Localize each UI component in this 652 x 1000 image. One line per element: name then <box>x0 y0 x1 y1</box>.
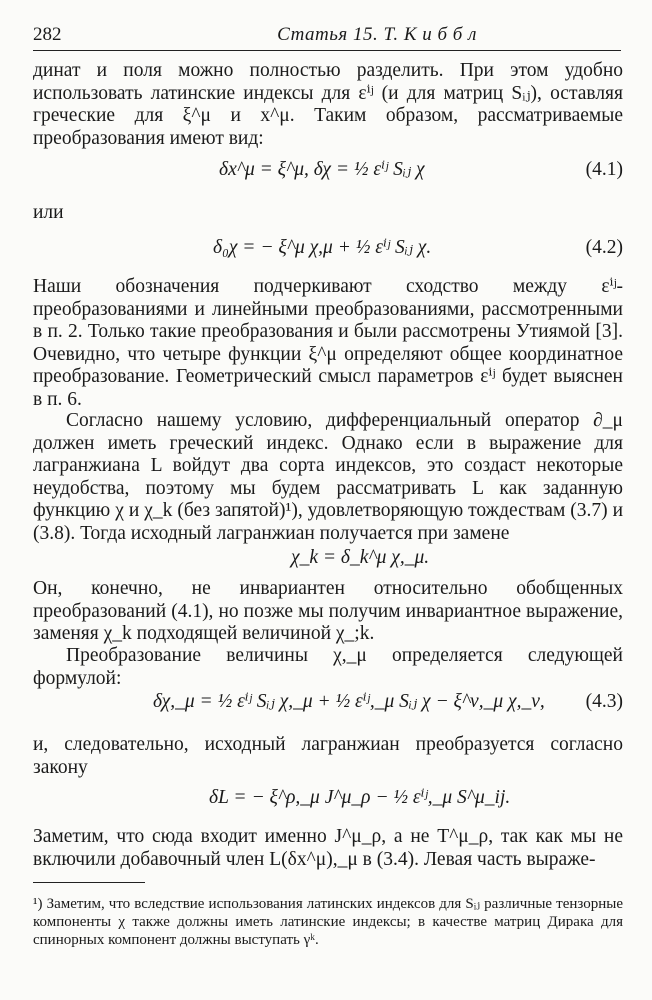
footnote-divider <box>33 882 145 883</box>
paragraph-5: Он, конечно, не инвариантен относительно обобщенных преобразований (4.1), но позже мы получим инвариантное выражение, заменяя χ_k подходящей величиной χ_;k. <box>33 578 623 644</box>
equation-chi-k-formula: χ_k = δ_k^μ χ,_μ. <box>291 547 430 568</box>
equation-4-1-formula: δx^μ = ξ^μ, δχ = ½ εⁱʲ Sᵢⱼ χ <box>219 159 425 180</box>
equation-4-1-number: (4.1) <box>585 159 623 180</box>
paragraph-2: или <box>33 202 64 223</box>
equation-delta-L <box>33 784 623 812</box>
equation-4-2-formula: δ₀χ = − ξ^μ χ,μ + ½ εⁱʲ Sᵢⱼ χ. <box>213 237 432 258</box>
page-header <box>33 22 621 51</box>
paragraph-1: динат и поля можно полностью разделить. При этом удобно использовать латинские индексы для εⁱʲ (и для матриц Sᵢⱼ), оставляя греческие для ξ^μ и x^μ. Таким образом, рассматриваемые преобразования имеют вид: <box>33 60 623 149</box>
page-number: 282 <box>33 24 62 45</box>
equation-4-3-formula: δχ,_μ = ½ εⁱʲ Sᵢⱼ χ,_μ + ½ εⁱʲ,_μ Sᵢⱼ χ − ξ^ν,_μ χ,_ν, <box>153 691 545 712</box>
equation-4-1 <box>33 156 623 184</box>
paragraph-3: Наши обозначения подчеркивают сходство между εⁱʲ-преобразованиями и линейными преобразованиями, рассмотренными в п. 2. Только такие преобразования и были рассмотрены Утиямой [3]. Очевидно, что четыре функции ξ^μ определяют общее координатное преобразование. Геометрический смысл параметров εⁱʲ будет выяснен в п. 6. <box>33 276 623 410</box>
equation-4-2 <box>33 234 623 262</box>
equation-4-2-number: (4.2) <box>585 237 623 258</box>
equation-4-3-number: (4.3) <box>585 691 623 712</box>
equation-chi-k <box>33 544 623 572</box>
equation-4-3 <box>33 688 623 716</box>
paragraph-8: Заметим, что сюда входит именно J^μ_ρ, а не T^μ_ρ, так как мы не включили добавочный член L(δx^μ),_μ в (3.4). Левая часть выраже- <box>33 826 623 870</box>
equation-delta-L-formula: δL = − ξ^ρ,_μ J^μ_ρ − ½ εⁱʲ,_μ S^μ_ij. <box>209 787 511 808</box>
paragraph-4: Согласно нашему условию, дифференциальный оператор ∂_μ должен иметь греческий индекс. Однако если в выражение для лагранжиана L войдут два сорта индексов, это создаст некоторые неудобства, поэтому мы будем рассматривать L как заданную функцию χ и χ_k (без запятой)¹), удовлетворяющую тождествам (3.7) и (3.8). Тогда исходный лагранжиан получается при замене <box>33 410 623 544</box>
running-title: Статья 15. Т. К и б б л <box>277 24 477 45</box>
paragraph-6: Преобразование величины χ,_μ определяется следующей формулой: <box>33 645 623 689</box>
paragraph-7: и, следовательно, исходный лагранжиан преобразуется согласно закону <box>33 734 623 778</box>
footnote-1: ¹) Заметим, что вследствие использования латинских индексов для Sᵢⱼ различные тензорные компоненты χ также должны иметь латинские индексы; в качестве матриц Дирака для спинорных компонент должны выступать γᵏ. <box>33 896 623 948</box>
